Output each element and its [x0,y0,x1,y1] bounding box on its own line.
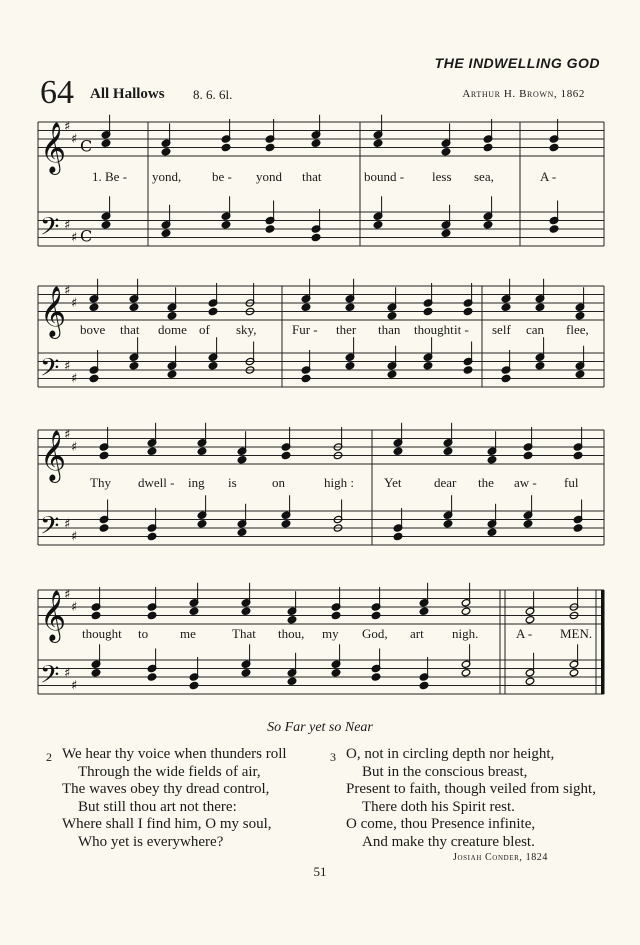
sharp-icon: ♯ [64,516,71,532]
note-head [147,447,157,455]
note-head [129,303,139,311]
note-head [461,607,471,615]
note-head [523,520,533,528]
note-head [189,607,199,615]
lyric-syllable: is [228,475,237,490]
note-head [487,528,497,536]
lyric-syllable: A - [516,626,533,641]
note-head [331,669,341,677]
note-head [265,143,275,151]
lyric-syllable: ther [336,322,357,337]
final-barline [601,590,605,694]
bass-clef-icon: 𝄢 [40,353,60,389]
note-head [101,221,111,229]
sharp-icon: ♯ [64,587,71,603]
verse-line: O come, thou Presence infinite, [346,816,536,832]
lyric-syllable: my [322,626,339,641]
note-head [441,229,451,237]
note-head [345,303,355,311]
treble-clef-icon: 𝄞 [40,430,67,481]
note-head [241,669,251,677]
lyric-syllable: than [378,322,401,337]
note-head [311,233,321,241]
note-head [281,451,291,459]
note-head [461,669,471,677]
sharp-icon: ♯ [71,296,78,311]
verse-line: O, not in circling depth nor height, [346,746,555,762]
note-head [265,225,275,233]
sharp-icon: ♯ [64,283,71,299]
note-head [525,616,535,624]
treble-clef-icon: 𝄞 [40,590,67,641]
verse-number: 2 [46,750,52,764]
verse-line: We hear thy voice when thunders roll [62,746,287,762]
note-head [99,524,109,532]
note-head [443,447,453,455]
page-number: 51 [313,864,327,879]
note-head [89,374,99,382]
note-head [523,451,533,459]
note-head [99,451,109,459]
bass-clef-icon: 𝄢 [40,212,60,248]
note-head [393,447,403,455]
treble-clef-icon: 𝄞 [40,286,67,337]
note-head [161,229,171,237]
note-head [287,677,297,685]
sharp-icon: ♯ [71,600,78,615]
note-head [569,669,579,677]
note-head [237,528,247,536]
note-head [373,221,383,229]
note-head [419,607,429,615]
lyric-syllable: God, [362,626,388,641]
sharp-icon: ♯ [71,529,78,545]
lyric-syllable: Yet [384,475,402,490]
note-head [167,370,177,378]
verse-line: Who yet is everywhere? [78,833,224,850]
sharp-icon: ♯ [64,427,71,443]
lyric-syllable: ful [564,475,579,490]
lyric-syllable: That [232,626,256,641]
sharp-icon: ♯ [71,230,78,246]
lyric-syllable: aw - [514,475,537,490]
note-head [147,611,157,619]
verse-line: The waves obey thy dread control, [62,781,270,797]
sharp-icon: ♯ [64,665,71,681]
note-head [373,139,383,147]
lyric-syllable: self [492,322,511,337]
note-head [237,456,247,464]
note-head [101,139,111,147]
note-head [487,456,497,464]
lyric-syllable: 1. Be - [92,169,128,184]
verse-number: 3 [330,750,336,764]
verse-2 [46,746,332,851]
lyric-syllable: art [410,626,424,641]
sharp-icon: ♯ [71,678,78,694]
note-head [147,673,157,681]
verse-line: Present to faith, though veiled from sight, [346,781,596,797]
verse-subtitle: So Far yet so Near [267,720,373,735]
note-head [575,312,585,320]
lyric-syllable: thought [414,322,454,337]
note-head [483,221,493,229]
note-head [371,673,381,681]
note-head [387,312,397,320]
lyric-syllable: high : [324,475,354,490]
note-head [501,303,511,311]
bass-clef-icon: 𝄢 [40,511,60,547]
sharp-icon: ♯ [71,371,78,387]
note-head [221,221,231,229]
lyric-syllable: it - [454,322,469,337]
verse-line: And make thy creature blest. [362,833,535,850]
note-head [393,532,403,540]
note-head [575,370,585,378]
lyric-syllable: yond, [152,169,182,184]
note-head [573,524,583,532]
verse-3 [330,746,626,851]
note-head [301,303,311,311]
sharp-icon: ♯ [71,132,78,147]
note-head [197,520,207,528]
note-head [161,148,171,156]
verse-line: But in the conscious breast, [362,763,528,780]
lyric-syllable: to [138,626,149,641]
lyric-syllable: that [120,322,140,337]
note-head [221,143,231,151]
time-signature: C [80,226,93,246]
lyric-syllable: A - [540,169,557,184]
note-head [387,370,397,378]
lyric-syllable: Fur - [292,322,318,337]
lyric-syllable: dome [158,322,187,337]
note-head [535,303,545,311]
lyric-syllable: thou, [278,626,305,641]
note-head [549,225,559,233]
note-head [419,681,429,689]
lyric-syllable: of [199,322,210,337]
sharp-icon: ♯ [64,358,71,374]
note-head [197,447,207,455]
lyric-syllable: be - [212,169,232,184]
note-head [331,611,341,619]
verse-line: But still thou art not there: [78,798,237,815]
note-head [91,611,101,619]
note-head [535,362,545,370]
time-signature: C [80,136,93,156]
note-head [281,520,291,528]
sharp-icon: ♯ [64,119,71,135]
lyric-syllable: flee, [566,322,589,337]
lyric-syllable: on [272,475,285,490]
note-head [573,451,583,459]
treble-clef-icon: 𝄞 [40,122,67,173]
note-head [91,669,101,677]
lyric-syllable: less [432,169,452,184]
lyric-syllable: yond [256,169,282,184]
section-title: THE INDWELLING GOD [434,55,600,71]
note-head [423,362,433,370]
verse-line: Through the wide fields of air, [78,763,261,780]
note-head [311,139,321,147]
bass-clef-icon: 𝄢 [40,660,60,696]
lyric-syllable: ing [188,475,205,490]
lyric-syllable: bove [80,322,106,337]
note-head [208,307,218,315]
note-head [129,362,139,370]
lyric-syllable: Thy [90,475,111,490]
note-head [301,374,311,382]
lyric-syllable: dear [434,475,457,490]
lyric-syllable: that [302,169,322,184]
lyric-syllable: can [526,322,545,337]
verse-line: Where shall I find him, O my soul, [62,816,272,832]
note-head [441,148,451,156]
note-head [241,607,251,615]
note-head [208,362,218,370]
note-head [463,366,473,374]
meter: 8. 6. 6l. [193,87,233,102]
lyric-syllable: the [478,475,494,490]
note-head [501,374,511,382]
note-head [549,143,559,151]
note-head [287,616,297,624]
note-head [167,312,177,320]
tune-name: All Hallows [90,86,165,102]
note-head [371,611,381,619]
hymn-number: 64 [40,74,74,111]
composer: Arthur H. Brown, 1862 [462,88,585,100]
note-head [423,307,433,315]
verse-line: There doth his Spirit rest. [362,798,515,815]
note-head [463,307,473,315]
sharp-icon: ♯ [64,217,71,233]
note-head [89,303,99,311]
note-head [345,362,355,370]
sharp-icon: ♯ [71,440,78,455]
lyric-syllable: nigh. [452,626,479,641]
lyric-syllable: MEN. [560,626,593,641]
lyric-syllable: me [180,626,196,641]
lyric-syllable: dwell - [138,475,175,490]
note-head [189,681,199,689]
note-head [525,677,535,685]
lyric-syllable: sky, [236,322,257,337]
lyric-syllable: bound - [364,169,405,184]
lyric-syllable: sea, [474,169,494,184]
author: Josiah Conder, 1824 [453,852,548,863]
note-head [443,520,453,528]
note-head [483,143,493,151]
note-head [147,532,157,540]
lyric-syllable: thought [82,626,122,641]
